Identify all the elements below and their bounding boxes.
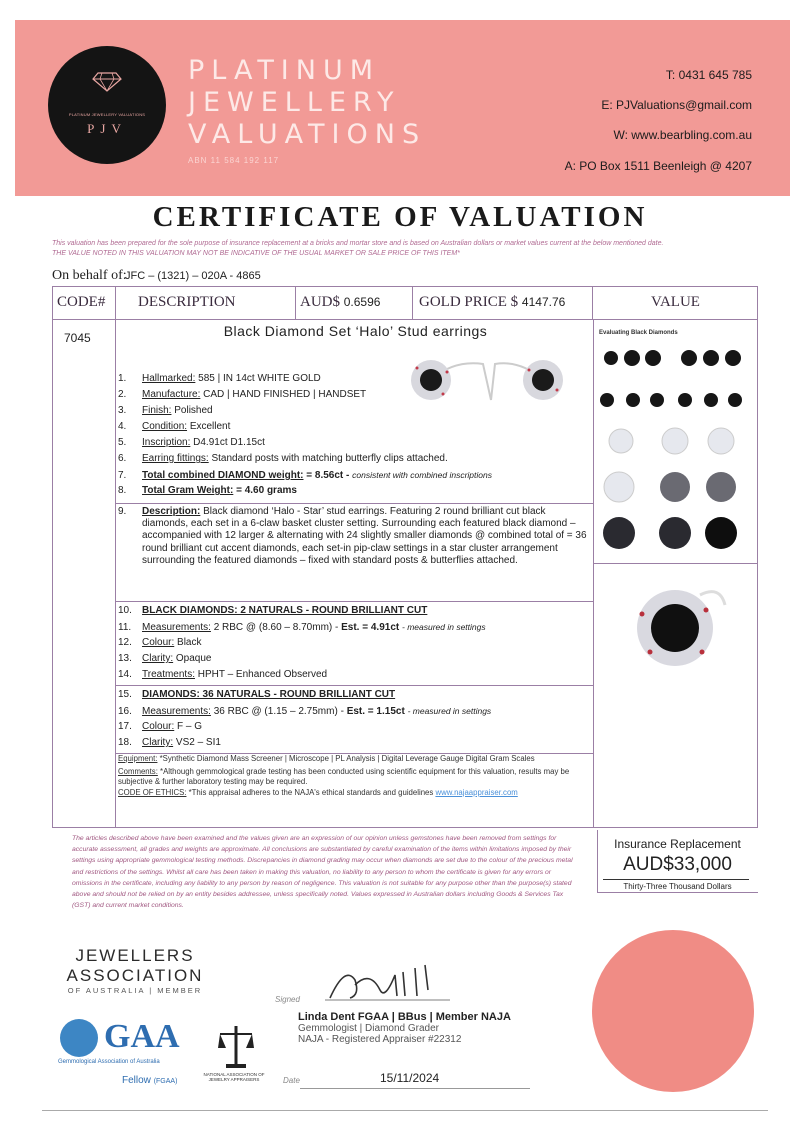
gem-swatch (603, 517, 635, 549)
gem-swatch (626, 393, 640, 407)
gem-swatch (678, 393, 692, 407)
detail-item: 6. Earring fittings: Standard posts with matching butterfly clips attached. (118, 453, 448, 464)
gem-swatch (706, 472, 736, 502)
gem-swatch (604, 472, 634, 502)
logo-subtext: PLATINUM JEWELLERY VALUATIONS (68, 112, 146, 117)
image-divider (593, 563, 758, 564)
gem-swatch (704, 393, 718, 407)
gem-swatch (604, 351, 618, 365)
header-description: DESCRIPTION (116, 286, 296, 319)
date-label: Date (283, 1076, 300, 1085)
contact-web: W: www.bearbling.com.au (613, 128, 752, 142)
contact-address: A: PO Box 1511 Beenleigh @ 4207 (564, 159, 752, 173)
diamonds-measurements: 16. Measurements: 36 RBC @ (1.15 – 2.75mm) - Est. = 1.15ct - measured in settings (118, 706, 492, 717)
total-gram-weight: 8. Total Gram Weight: = 4.60 grams (118, 485, 297, 496)
diamonds-clarity: 18. Clarity: VS2 – SI1 (118, 737, 221, 748)
insurance-label: Insurance Replacement (614, 837, 741, 851)
terms-text: The articles described above have been examined and the values given are an expression of our opinion unless gemstones have been removed from settings for accurate assessment, all grades and weights are approximate. All conclusions are substantiated by careful examination of the items within limitations imposed by their settings using appropriate gemmological testing methods. Discrepancies in diamond grading may occur when diamonds are set due to the colour of the precious metal and restrictions of the settings. Whilst all care has been taken in making this valuation, no liability to any person to whom the certificate is given for any errors or omissions in the certificate, including any liability to any person by reason of negligence. This valuation is not suitable for any purpose other than the purpose(s) stated above and should not be relied on by an entity besides addressee, unless specifically noted. Values expressed in Australian dollars including Goods & Services Tax (GST) and current market conditions. (72, 835, 573, 910)
gaa-subtitle: Gemmological Association of Australia (58, 1059, 160, 1065)
table-header (52, 286, 758, 320)
disclaimer-line-1: This valuation has been prepared for the sole purpose of insurance replacement at a bricks and mortar store and is based on Australian dollars or market values current at the below mentioned date. (52, 240, 664, 247)
header-gold (413, 286, 593, 319)
black-diamonds-measurements: 11. Measurements: 2 RBC @ (8.60 – 8.70mm) - Est. = 4.91ct - measured in settings (118, 622, 486, 633)
footer-rule (42, 1110, 768, 1111)
row-divider-3 (115, 685, 593, 686)
ethics-link[interactable]: www.najaappraiser.com (435, 787, 518, 797)
notes-block (118, 754, 593, 798)
header-aud (296, 286, 413, 319)
black-diamond-chart (597, 325, 754, 560)
jaa-line-2: ASSOCIATION (66, 966, 204, 985)
description-text: Black diamond ‘Halo - Star’ stud earrings. Featuring 2 round brilliant cut black diamonds, each set in a 6-claw basket cluster setting. Surrounding each featured black diamond – accompanied with 12 larger & alternating with 24 slightly smaller diamonds @ combined total of = 36 round brilliant cut accent diamonds, each set-in pip-claw settings in a star cluster arrangement surrounding the featured diamonds – fixed with standard posts & butterflies attached. (142, 506, 587, 566)
jaa-logo (55, 946, 215, 986)
earring-closeup-photo (620, 580, 740, 680)
brand-line-3: VALUATIONS (188, 119, 427, 150)
black-diamonds-clarity: 13. Clarity: Opaque (118, 653, 212, 664)
insurance-box (597, 833, 758, 891)
black-diamonds-colour: 12. Colour: Black (118, 637, 202, 648)
comments-note: Comments: *Although gemmological grade testing has been conducted using scientific equipment for this valuation, results may be subjective & further laboratory testing may be required. (118, 766, 570, 786)
gem-swatch (681, 350, 697, 366)
jaa-line-1: JEWELLERS (75, 946, 195, 965)
description-block: 9. Description: Black diamond ‘Halo - Star’ stud earrings. Featuring 2 round brilliant cut black diamonds, each set in a 6-claw basket cluster setting. Surrounding each featured black diamond – accompanied with 12 larger & alternating with 24 slightly smaller diamonds @ combined total of = 36 round brilliant cut accent diamonds, each set-in pip-claw settings in a star cluster arrangement surrounding the featured diamonds – fixed with standard posts & butterflies attached. (118, 506, 587, 566)
signature (325, 960, 455, 1005)
gaa-globe-icon (60, 1019, 98, 1057)
embossed-seal (592, 930, 754, 1092)
header-code: CODE# (52, 286, 116, 319)
row-divider-2 (115, 601, 593, 602)
scales-icon (218, 1024, 254, 1070)
black-diamonds-heading: 10. BLACK DIAMONDS: 2 NATURALS - ROUND BRILLIANT CUT (118, 605, 428, 616)
item-code: 7045 (64, 331, 91, 345)
signer-title: Gemmologist | Diamond Grader (298, 1023, 439, 1034)
detail-item: 1. Hallmarked: 585 | IN 14ct WHITE GOLD (118, 373, 321, 384)
gold-label: GOLD PRICE $ (419, 294, 519, 310)
gem-swatch (705, 517, 737, 549)
behalf-code: JFC – (1321) – 020A - 4865 (125, 270, 261, 282)
brand-line-2: JEWELLERY (188, 87, 401, 118)
total-diamond-weight: 7. Total combined DIAMOND weight: = 8.56ct - consistent with combined inscriptions (118, 470, 492, 481)
aud-label: AUD$ (300, 294, 340, 310)
row-divider-1 (115, 503, 593, 504)
header-banner (15, 20, 790, 196)
logo-initials: PJV (87, 121, 127, 136)
gold-value: 4147.76 (521, 295, 566, 309)
earrings-photo (395, 350, 580, 408)
equipment-note: Equipment: *Synthetic Diamond Mass Screener | Microscope | PL Analysis | Digital Leverage Gauge Digital Gram Scales (118, 754, 535, 763)
detail-item: 4. Condition: Excellent (118, 421, 231, 432)
insurance-amount: AUD$33,000 (623, 854, 732, 875)
chart-title: Evaluating Black Diamonds (599, 330, 678, 336)
disclaimer (52, 239, 762, 259)
aud-value: 0.6596 (343, 295, 381, 309)
gem-swatch (650, 393, 664, 407)
diamonds-colour: 17. Colour: F – G (118, 721, 203, 732)
signer-name: Linda Dent FGAA | BBus | Member NAJA (298, 1011, 511, 1023)
product-title: Black Diamond Set ‘Halo’ Stud earrings (223, 323, 488, 339)
header-value: VALUE (651, 294, 700, 310)
disclaimer-line-2: THE VALUE NOTED IN THIS VALUATION MAY NOT BE INDICATIVE OF THE USUAL MARKET OR SALE PRICE OF THIS ITEM* (52, 250, 460, 257)
insurance-box-bottom (597, 892, 758, 893)
col-divider-value (593, 320, 594, 828)
pjv-logo (48, 46, 166, 164)
page-title: CERTIFICATE OF VALUATION (152, 201, 648, 233)
detail-item: 3. Finish: Polished (118, 405, 213, 416)
ethics-note: CODE OF ETHICS: *This appraisal adheres to the NAJA's ethical standards and guidelines www.najaappraiser.com (118, 787, 518, 797)
contact-phone: T: 0431 645 785 (665, 68, 752, 82)
behalf-label: On behalf of: (52, 268, 127, 283)
insurance-words: Thirty-Three Thousand Dollars (623, 882, 732, 891)
signer-registration: NAJA - Registered Appraiser #22312 (298, 1034, 462, 1045)
brand-line-1: PLATINUM (188, 55, 381, 86)
insurance-divider (603, 879, 749, 880)
diamond-icon (92, 72, 122, 92)
diamonds-heading: 15. DIAMONDS: 36 NATURALS - ROUND BRILLIANT CUT (118, 689, 396, 700)
fellow-label: Fellow (FGAA) (122, 1075, 178, 1086)
signed-label: Signed (275, 995, 300, 1004)
abn-number: ABN 11 584 192 117 (188, 156, 280, 165)
gem-swatch (659, 517, 691, 549)
gem-swatch (703, 350, 719, 366)
date-underline (300, 1088, 530, 1089)
gem-swatch (624, 350, 640, 366)
gem-swatch (662, 428, 688, 454)
gem-swatch (600, 393, 614, 407)
black-diamonds-treatments: 14. Treatments: HPHT – Enhanced Observed (118, 669, 328, 680)
gem-swatch (609, 429, 633, 453)
gem-swatch (725, 350, 741, 366)
gem-swatch (708, 428, 734, 454)
naja-logo-text: NATIONAL ASSOCIATION OF JEWELRY APPRAISERS (203, 1072, 265, 1082)
detail-item: 2. Manufacture: CAD | HAND FINISHED | HANDSET (118, 389, 367, 400)
contact-email: E: PJValuations@gmail.com (601, 98, 752, 112)
jaa-member: OF AUSTRALIA | MEMBER (67, 986, 203, 995)
detail-item: 5. Inscription: D4.91ct D1.15ct (118, 437, 265, 448)
signer-block (298, 1012, 511, 1045)
gem-swatch (645, 350, 661, 366)
gem-swatch (728, 393, 742, 407)
col-divider-code (115, 320, 116, 828)
gaa-logo: GAA (104, 1018, 180, 1055)
valuation-date: 15/11/2024 (380, 1071, 440, 1085)
gem-swatch (660, 472, 690, 502)
